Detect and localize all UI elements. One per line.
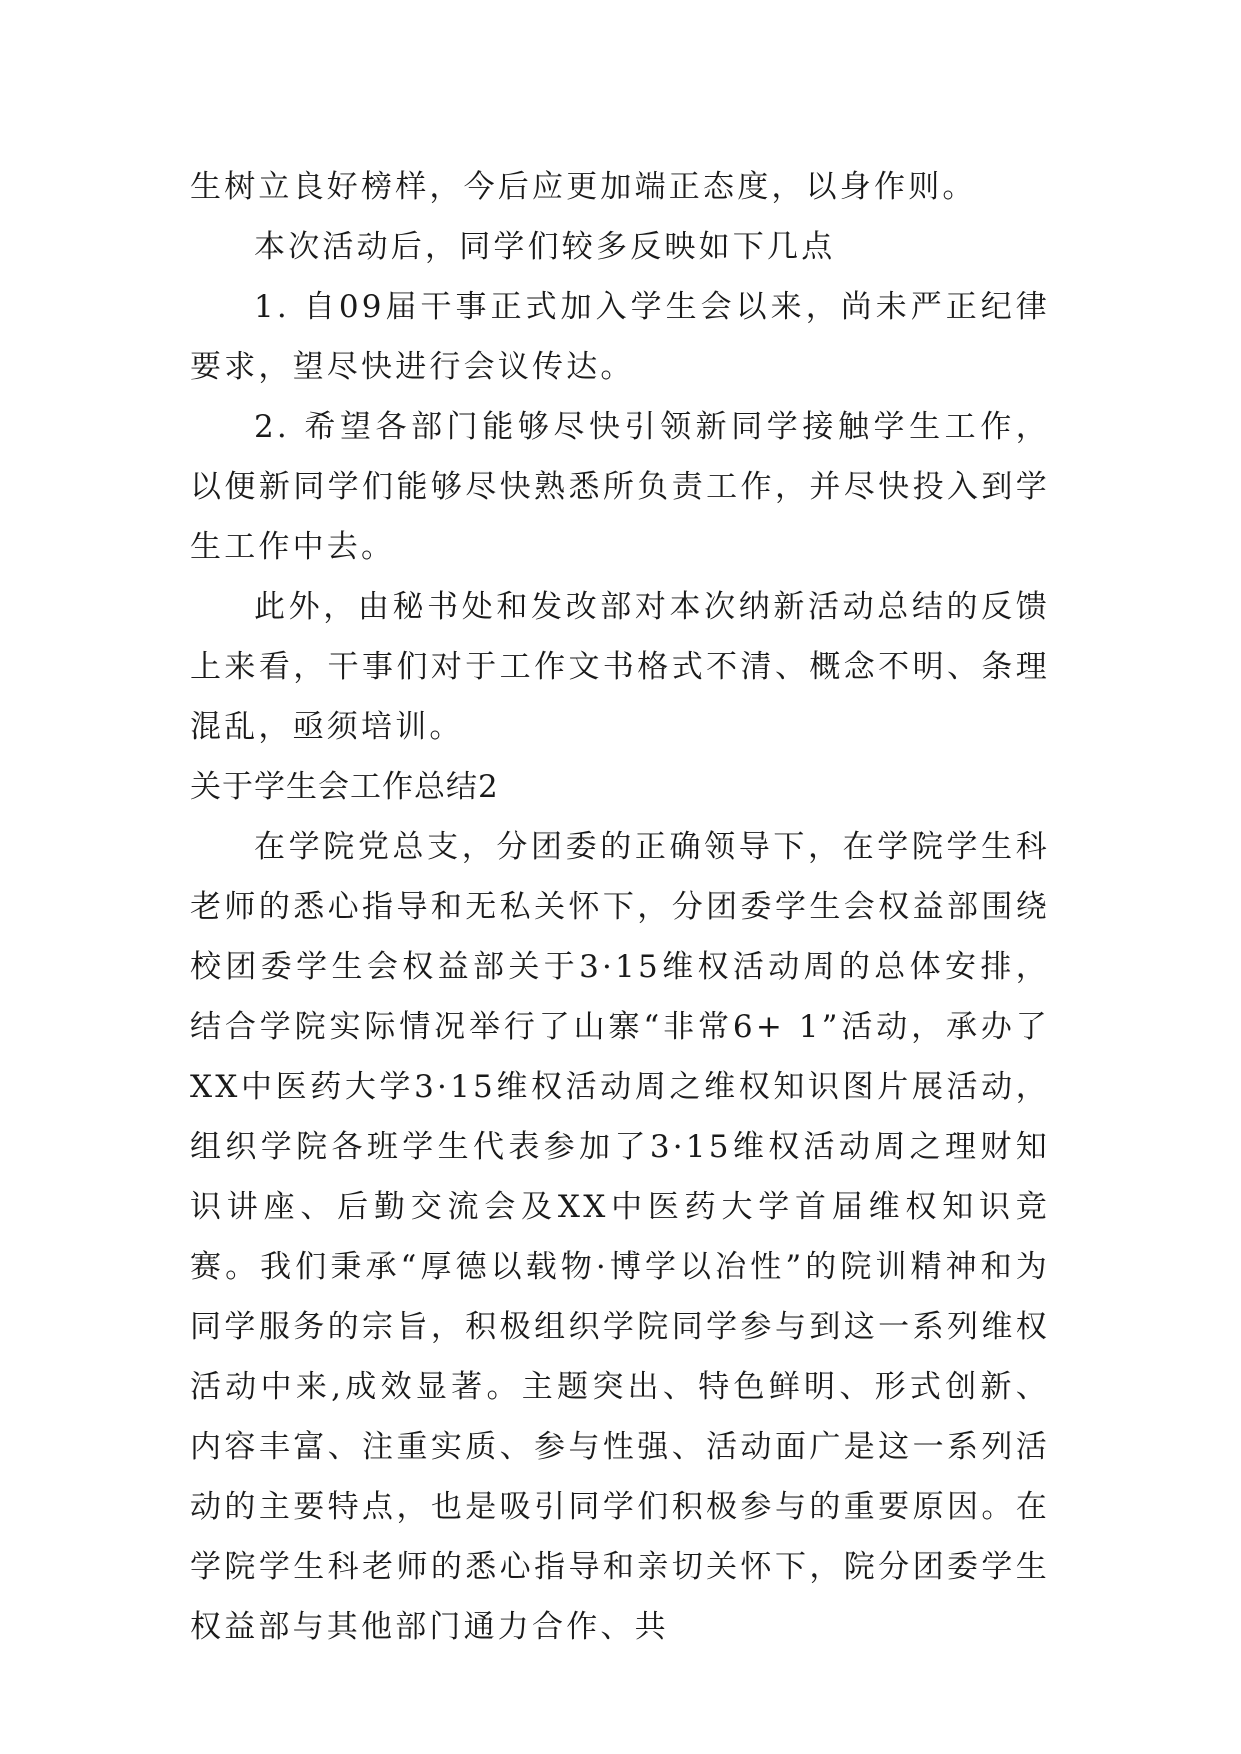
paragraph-continuation: 生树立良好榜样，今后应更加端正态度，以身作则。 xyxy=(190,169,977,205)
document-body xyxy=(190,157,1050,1657)
paragraph-additional: 此外，由秘书处和发改部对本次纳新活动总结的反馈上来看，干事们对于工作文书格式不清、概念不明、条理混乱，亟须培训。 xyxy=(190,589,1050,745)
section-heading: 关于学生会工作总结2 xyxy=(190,769,499,805)
paragraph-item-1: 1. 自09届干事正式加入学生会以来，尚未严正纪律要求，望尽快进行会议传达。 xyxy=(190,289,1050,385)
paragraph-feedback-intro: 本次活动后，同学们较多反映如下几点 xyxy=(254,229,836,265)
paragraph-item-2: 2. 希望各部门能够尽快引领新同学接触学生工作，以便新同学们能够尽快熟悉所负责工作，并尽快投入到学生工作中去。 xyxy=(190,409,1050,565)
paragraph-summary-body: 在学院党总支，分团委的正确领导下，在学院学生科老师的悉心指导和无私关怀下，分团委学生会权益部围绕校团委学生会权益部关于3·15维权活动周的总体安排，结合学院实际情况举行了山寨“非常6+ 1”活动，承办了XX中医药大学3·15维权活动周之维权知识图片展活动，组织学院各班学生代表参加了3·15维权活动周之理财知识讲座、后勤交流会及XX中医药大学首届维权知识竞赛。我们秉承“厚德以载物·博学以冶性”的院训精神和为同学服务的宗旨，积极组织学院同学参与到这一系列维权活动中来,成效显著。主题突出、特色鲜明、形式创新、内容丰富、注重实质、参与性强、活动面广是这一系列活动的主要特点，也是吸引同学们积极参与的重要原因。在学院学生科老师的悉心指导和亲切关怀下，院分团委学生权益部与其他部门通力合作、共 xyxy=(190,829,1050,1645)
